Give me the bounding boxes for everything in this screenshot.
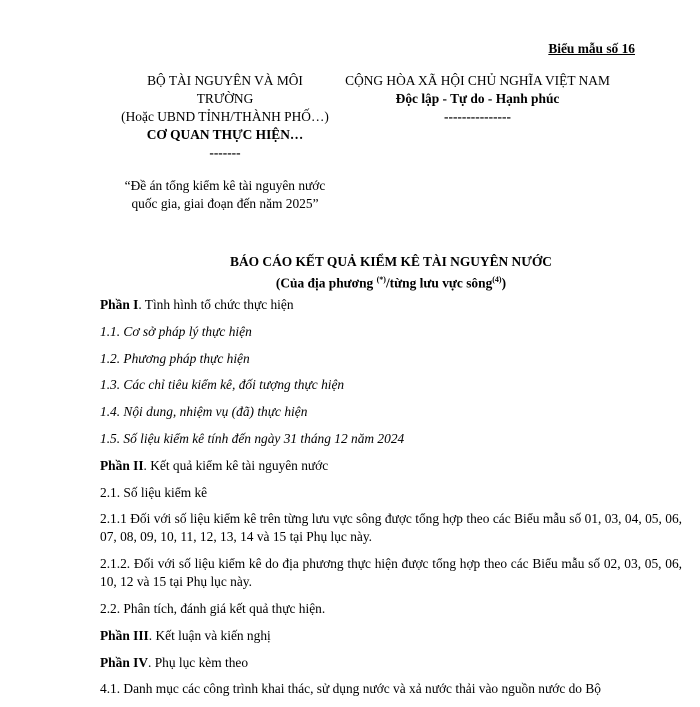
- item-2-1: 2.1. Số liệu kiểm kê: [100, 484, 208, 500]
- part-2-title: . Kết quả kiểm kê tài nguyên nước: [143, 457, 329, 473]
- item-4-1: 4.1. Danh mục các công trình khai thác, sử dụng nước và xả nước thải vào nguồn nước do Bộ: [100, 681, 601, 697]
- right-divider: ---------------: [444, 109, 511, 124]
- part-3-label: Phần III: [100, 627, 149, 643]
- title-scope-text: (Của địa phương: [275, 275, 374, 291]
- part-4-title: . Phụ lục kèm theo: [148, 654, 249, 670]
- ministry-name-line1: BỘ TÀI NGUYÊN VÀ MÔI: [147, 73, 303, 88]
- ministry-name-line2: TRƯỜNG: [196, 91, 254, 106]
- section-part-2: [100, 457, 682, 475]
- national-motto-header: [335, 72, 620, 126]
- item-2-1-1: 2.1.1 Đối với số liệu kiểm kê trên từng lưu vực sông được tổng hợp theo các Biểu mẫu số 01, 03, 04, 05, 06, 07, 08, 09, 10, 11, 12, 13, 14 và 15 tại Phụ lục này.: [100, 511, 682, 545]
- item-2-1-2: 2.1.2. Đối với số liệu kiểm kê do địa phương thực hiện được tổng hợp theo các Biểu mẫu số 02, 03, 05, 06, 10, 12 và 15 tại Phụ lục này.: [100, 556, 682, 590]
- part-4-label: Phần IV: [100, 654, 148, 670]
- province-alternative: (Hoặc UBND TỈNH/THÀNH PHỐ…): [121, 109, 329, 124]
- project-name-line2: quốc gia, giai đoạn đến năm 2025”: [131, 196, 319, 211]
- part-1-label: Phần I: [100, 297, 139, 312]
- form-number: Biểu mẫu số 16: [548, 41, 635, 56]
- project-name: [100, 177, 350, 213]
- item-2-2: 2.2. Phân tích, đánh giá kết quả thực hiện.: [100, 600, 326, 616]
- title-close-paren: ): [501, 275, 507, 291]
- left-divider: -------: [209, 145, 241, 160]
- country-name: CỘNG HÒA XÃ HỘI CHỦ NGHĨA VIỆT NAM: [345, 73, 610, 88]
- report-title-line1: BÁO CÁO KẾT QUẢ KIỂM KÊ TÀI NGUYÊN NƯỚC: [230, 254, 552, 269]
- section-part-3: [100, 627, 682, 645]
- part-1-title: . Tình hình tổ chức thực hiện: [138, 297, 294, 312]
- item-1-5: 1.5. Số liệu kiểm kê tính đến ngày 31 tháng 12 năm 2024: [100, 430, 405, 446]
- item-1-3: 1.3. Các chỉ tiêu kiểm kê, đối tượng thực hiện: [100, 377, 345, 393]
- part-3-title: . Kết luận và kiến nghị: [148, 627, 271, 643]
- section-part-1: [100, 296, 682, 314]
- part-2-label: Phần II: [100, 457, 144, 473]
- report-title: [100, 253, 682, 292]
- item-1-1: 1.1. Cơ sở pháp lý thực hiện: [100, 323, 252, 339]
- project-name-line1: “Đề án tổng kiểm kê tài nguyên nước: [124, 178, 326, 193]
- footnote-ref-4: (4): [492, 275, 502, 284]
- report-body: [100, 296, 682, 707]
- footnote-ref-star: (*): [376, 275, 386, 284]
- item-1-2: 1.2. Phương pháp thực hiện: [100, 350, 250, 366]
- national-motto: Độc lập - Tự do - Hạnh phúc: [395, 91, 560, 106]
- implementing-agency: CƠ QUAN THỰC HIỆN…: [146, 127, 304, 142]
- item-1-4: 1.4. Nội dung, nhiệm vụ (đã) thực hiện: [100, 404, 308, 420]
- issuing-agency-header: [100, 72, 350, 162]
- title-basin-text: /từng lưu vực sông: [385, 275, 493, 291]
- report-title-line2: [100, 271, 682, 292]
- section-part-4: [100, 654, 682, 672]
